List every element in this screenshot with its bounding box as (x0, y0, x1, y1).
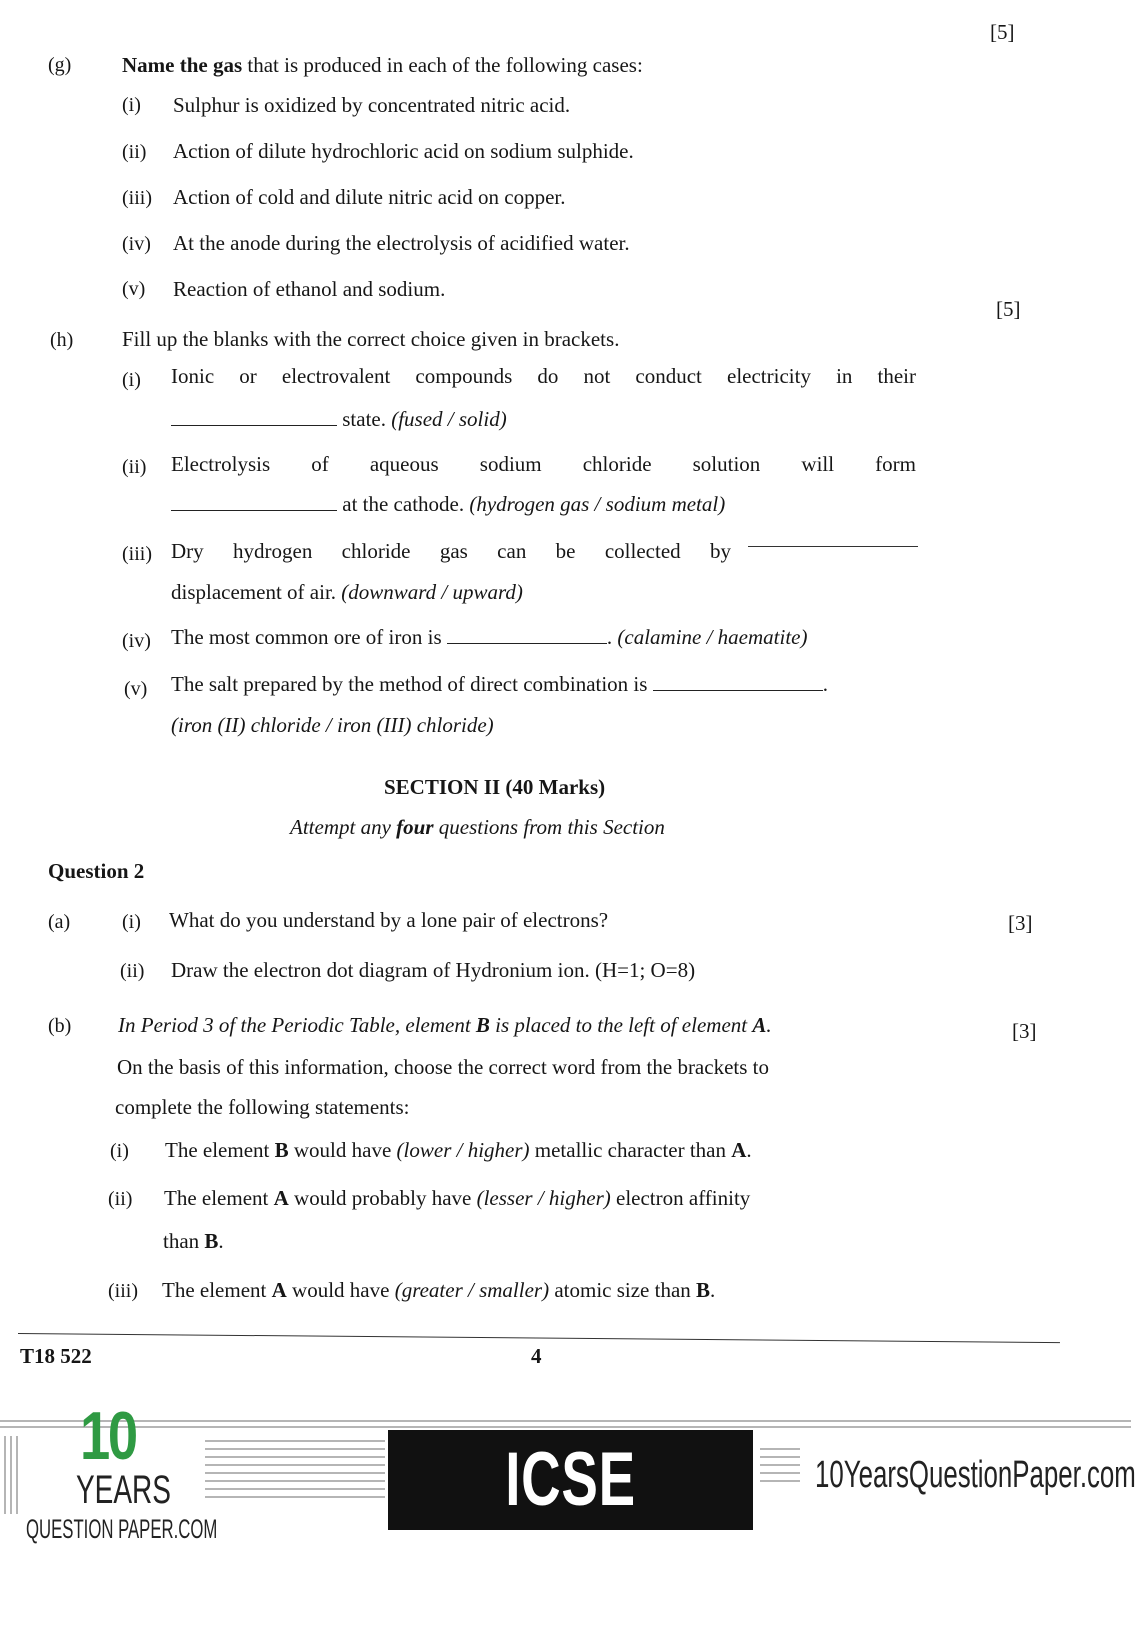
blank-line (171, 492, 337, 511)
q2a-i-label: (i) (122, 911, 141, 933)
section-sub-bold: four (396, 815, 434, 839)
g-item-text: Action of dilute hydrochloric acid on sodium sulphide. (173, 139, 634, 163)
stripe-line (760, 1456, 800, 1458)
g-item-label: (v) (122, 278, 146, 300)
marks-q2b: [3] (1012, 1019, 1037, 1043)
q2b-i-label: (i) (110, 1140, 129, 1162)
g-item-label: (ii) (122, 141, 147, 163)
section-title: SECTION II (40 Marks) (384, 775, 606, 799)
g-item-label: (i) (122, 94, 141, 116)
q2b-ii-p4: . (218, 1229, 224, 1253)
stripe-line (205, 1464, 385, 1466)
h-iii-text: displacement of air. (171, 580, 342, 604)
q2b-i-p3: metallic character than (529, 1138, 732, 1162)
h-iv-label: (iv) (122, 630, 151, 652)
q2b-intro2: is placed to the left of element (489, 1013, 753, 1037)
g-item-text: At the anode during the electrolysis of acidified water. (173, 231, 630, 255)
q2a-label: (a) (48, 911, 71, 933)
section-sub1: Attempt any (290, 815, 397, 839)
g-item-text: Reaction of ethanol and sodium. (173, 277, 446, 301)
q2b-ii-el: A (273, 1186, 289, 1210)
g-question (122, 53, 643, 78)
g-rest: that is produced in each of the following cases: (242, 53, 643, 77)
g-label: (g) (48, 54, 72, 76)
h-ii-line2 (171, 492, 725, 517)
q2b-i-choice: (lower / higher) (396, 1138, 530, 1162)
q2b-ii-choice: (lesser / higher) (476, 1186, 611, 1210)
h-i-after: state. (337, 407, 392, 431)
q2b-iii-choice: (greater / smaller) (394, 1278, 550, 1302)
q2b-intro-a: A (752, 1013, 767, 1037)
g-item-text: Action of cold and dilute nitric acid on copper. (173, 185, 566, 209)
g-item-label: (iv) (122, 233, 151, 255)
stripe-line (205, 1448, 385, 1450)
h-ii-choice: (hydrogen gas / sodium metal) (469, 492, 726, 516)
q2b-ii-p1: The element (164, 1186, 274, 1210)
q2b-ii-text (164, 1186, 750, 1211)
stripe-line (4, 1436, 6, 1514)
q2a-i-text: What do you understand by a lone pair of electrons? (169, 908, 609, 932)
q2b-line2: On the basis of this information, choose the correct word from the brackets to (117, 1055, 769, 1079)
q2b-i-el: B (274, 1138, 289, 1162)
q2b-ii-el2: B (204, 1229, 219, 1253)
q2b-ii-label: (ii) (108, 1188, 133, 1210)
stripe-line (205, 1488, 385, 1490)
q2b-ii-line2a: than (163, 1229, 205, 1253)
q2b-intro1: In Period 3 of the Periodic Table, element (118, 1013, 476, 1037)
h-iii-choice: (downward / upward) (341, 580, 523, 604)
section-sub2: questions from this Section (433, 815, 665, 839)
q2b-line3: complete the following statements: (115, 1095, 410, 1119)
board-title-box (388, 1430, 753, 1622)
h-iii-line2 (171, 580, 523, 605)
logo-number: 10 (80, 1398, 136, 1474)
q2b-ii-p3: electron affinity (610, 1186, 751, 1210)
h-intro: Fill up the blanks with the correct choice given in brackets. (122, 327, 620, 351)
stripe-line (760, 1480, 800, 1482)
site-name: 10YearsQuestionPaper.com (815, 1454, 1136, 1496)
logo-subtitle: QUESTION PAPER.COM (26, 1514, 218, 1544)
q2b-intro (118, 1013, 772, 1038)
q2b-iii-p2: would have (286, 1278, 395, 1302)
h-i-line2 (171, 407, 507, 432)
stripe-line (0, 1420, 1131, 1422)
marks-h: [5] (996, 297, 1021, 321)
section-instruction (290, 815, 665, 840)
q2b-iii-el2: B (696, 1278, 711, 1302)
g-item-label: (iii) (122, 187, 152, 209)
h-iii-line1: Dry hydrogen chloride gas can be collected by (171, 539, 731, 563)
question-title: Question 2 (48, 859, 145, 883)
stripe-line (16, 1436, 18, 1514)
stripe-line (205, 1456, 385, 1458)
h-i-choice: (fused / solid) (391, 407, 507, 431)
h-i-label: (i) (122, 369, 141, 391)
stripe-line (0, 1426, 1131, 1428)
stripe-line (760, 1464, 800, 1466)
stripe-line (205, 1440, 385, 1442)
h-iv-line (171, 625, 807, 650)
page-number: 4 (531, 1344, 542, 1368)
q2a-ii-text: Draw the electron dot diagram of Hydronium ion. (H=1; O=8) (171, 958, 696, 982)
q2b-i-p2: would have (288, 1138, 397, 1162)
board-title: ICSE BOARD X (441, 1437, 700, 1622)
h-label: (h) (50, 329, 74, 351)
blank-line (653, 672, 823, 691)
h-i-line1: Ionic or electrovalent compounds do not conduct electricity in their (171, 364, 916, 388)
h-v-end: . (822, 672, 828, 696)
q2b-intro-b: B (475, 1013, 490, 1037)
q2b-intro3: . (766, 1013, 772, 1037)
h-ii-line1: Electrolysis of aqueous sodium chloride solution will form (171, 452, 916, 476)
q2b-label: (b) (48, 1015, 72, 1037)
logo-years: YEARS (76, 1468, 171, 1512)
h-ii-after: at the cathode. (337, 492, 470, 516)
g-item-text: Sulphur is oxidized by concentrated nitric acid. (173, 93, 571, 117)
h-v-label: (v) (124, 678, 148, 700)
stripe-line (205, 1480, 385, 1482)
marks-q2a: [3] (1008, 911, 1033, 935)
q2b-iii-text (162, 1278, 715, 1303)
q2b-iii-p1: The element (162, 1278, 272, 1302)
h-v-line (171, 672, 828, 697)
h-v-text: The salt prepared by the method of direct combination is (171, 672, 648, 696)
q2b-iii-p4: . (710, 1278, 716, 1302)
q2b-ii-p2: would probably have (288, 1186, 477, 1210)
q2b-ii-line2 (163, 1229, 224, 1254)
blank-line (748, 546, 918, 547)
stripe-line (10, 1436, 12, 1514)
stripe-line (205, 1496, 385, 1498)
stripe-line (760, 1472, 800, 1474)
stripe-line (760, 1448, 800, 1450)
footer-rule (18, 1333, 1060, 1343)
q2b-iii-el: A (271, 1278, 287, 1302)
q2b-i-p1: The element (165, 1138, 275, 1162)
h-iv-end: . (606, 625, 618, 649)
h-iv-text: The most common ore of iron is (171, 625, 442, 649)
banner (0, 1398, 1136, 1622)
q2b-i-p4: . (746, 1138, 752, 1162)
h-v-choice: (iron (II) chloride / iron (III) chloride) (171, 713, 494, 737)
q2b-iii-p3: atomic size than (549, 1278, 697, 1302)
stripe-line (205, 1472, 385, 1474)
g-lead: Name the gas (122, 53, 243, 77)
blank-line (171, 407, 337, 426)
paper-code: T18 522 (20, 1344, 92, 1368)
h-ii-label: (ii) (122, 456, 147, 478)
q2b-i-text (165, 1138, 752, 1163)
q2b-iii-label: (iii) (108, 1280, 138, 1302)
h-iii-label: (iii) (122, 543, 152, 565)
marks-g: [5] (990, 20, 1015, 44)
q2b-i-el2: A (731, 1138, 747, 1162)
h-iv-choice: (calamine / haematite) (617, 625, 808, 649)
blank-line (447, 625, 607, 644)
q2a-ii-label: (ii) (120, 960, 145, 982)
